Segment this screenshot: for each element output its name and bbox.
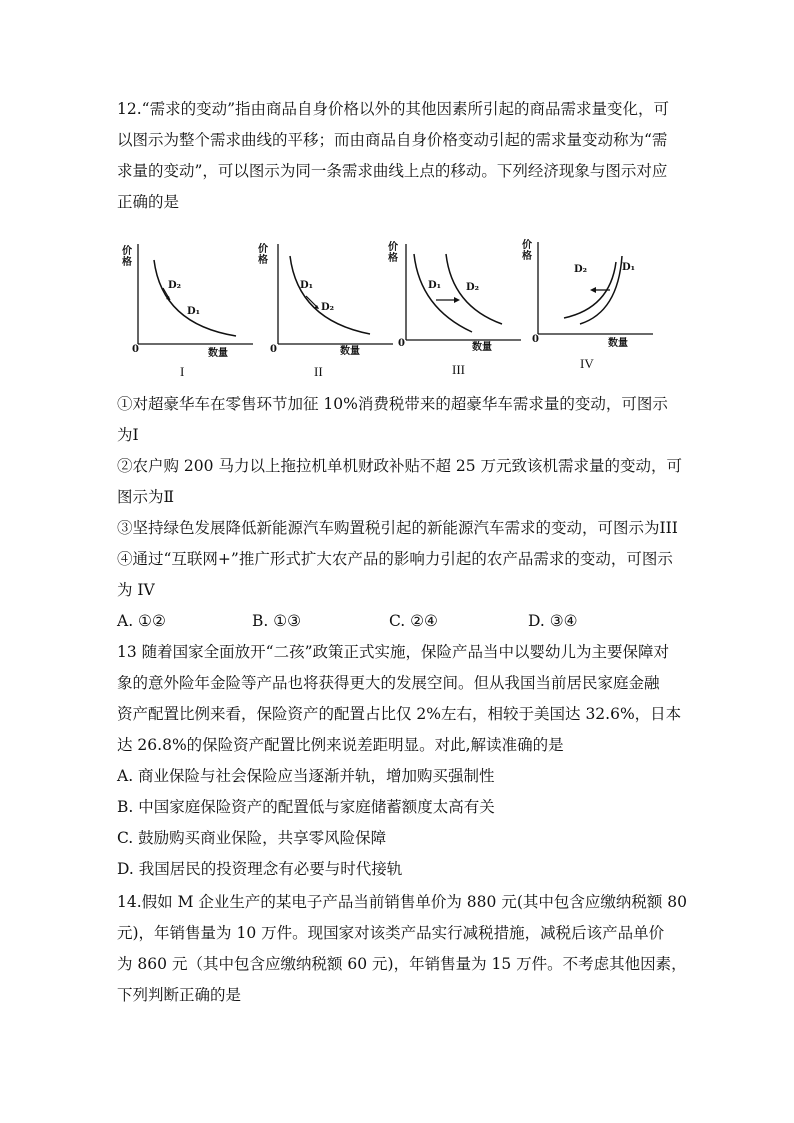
q13-stem-line-2: 象的意外险年金险等产品也将获得更大的发展空间。但从我国当前居民家庭金融: [117, 674, 660, 692]
q12-stem-line-1: 12.“需求的变动”指由商品自身价格以外的其他因素所引起的商品需求量变化，可: [117, 100, 670, 118]
q12-statement-2: ②农户购 200 马力以上拖拉机单机财政补贴不超 25 万元致该机需求量的变动，可: [117, 457, 683, 475]
q12-option-b: B. ①③: [252, 612, 302, 630]
diagram-4-origin: 0: [532, 334, 539, 345]
diagram-1-curve-label-2: D₁: [187, 306, 201, 317]
q13-option-c: C. 鼓励购买商业保险，共享零风险保障: [117, 829, 387, 847]
diagram-4: [518, 232, 678, 382]
diagram-1-curve-label-1: D₂: [168, 280, 182, 291]
q13-stem-line-4: 达 26.8%的保险资产配置比例来说差距明显。对此,解读准确的是: [117, 736, 564, 754]
diagram-3-xlabel: 数量: [472, 342, 492, 353]
diagram-1: [118, 232, 278, 382]
diagram-3-curve-label-1: D₁: [428, 280, 442, 291]
q12-stem-line-2: 以图示为整个需求曲线的平移；而由商品自身价格变动引起的需求量变动称为“需: [117, 131, 668, 149]
q12-statement-1: ①对超豪华车在零售环节加征 10%消费税带来的超豪华车需求量的变动，可图示: [117, 395, 668, 413]
q14-stem-line-4: 下列判断正确的是: [117, 986, 242, 1004]
q12-statement-4-cont: 为 IV: [117, 581, 155, 599]
diagram-1-ylabel: 价格: [122, 246, 132, 268]
diagram-2-number: II: [314, 364, 323, 379]
diagram-1-origin: 0: [132, 344, 139, 355]
q12-statement-1-cont: 为Ⅰ: [117, 426, 139, 444]
q13-stem-line-1: 13 随着国家全面放开“二孩”政策正式实施，保险产品当中以婴幼儿为主要保障对: [117, 643, 670, 661]
q12-stem-line-4: 正确的是: [117, 193, 180, 211]
diagram-2-curve-label-1: D₁: [300, 280, 314, 291]
diagram-2-origin: 0: [270, 344, 277, 355]
q12-option-a: A. ①②: [117, 612, 166, 630]
diagram-4-curve-label-2: D₁: [622, 262, 636, 273]
diagram-2-xlabel: 数量: [340, 346, 360, 357]
q12-statement-4: ④通过“互联网+”推广形式扩大农产品的影响力引起的农产品需求的变动，可图示: [117, 550, 673, 568]
q14-stem-line-3: 为 860 元（其中包含应缴纳税额 60 元)，年销售量为 15 万件。不考虑其他因素，: [117, 955, 687, 973]
q13-option-a: A. 商业保险与社会保险应当逐渐并轨，增加购买强制性: [117, 767, 495, 785]
diagram-4-number: IV: [580, 356, 594, 371]
q12-option-c: C. ②④: [389, 612, 438, 630]
diagram-4-ylabel: 价格: [522, 240, 532, 262]
diagram-3-origin: 0: [398, 338, 405, 349]
diagram-3-ylabel: 价格: [388, 242, 398, 264]
q14-stem-line-2: 元)，年销售量为 10 万件。现国家对该类产品实行减税措施，减税后该产品单价: [117, 924, 665, 942]
q12-stem-line-3: 求量的变动”，可以图示为同一条需求曲线上点的移动。下列经济现象与图示对应: [117, 162, 668, 180]
diagram-4-curve-label-1: D₂: [574, 264, 588, 275]
diagram-1-number: I: [180, 364, 185, 379]
diagram-2-ylabel: 价格: [258, 244, 268, 266]
q13-stem-line-3: 资产配置比例来看，保险资产的配置占比仅 2%左右，相较于美国达 32.6%，日本: [117, 705, 682, 723]
diagram-3-number: III: [452, 362, 465, 377]
q12-statement-3: ③坚持绿色发展降低新能源汽车购置税引起的新能源汽车需求的变动，可图示为III: [117, 519, 678, 537]
diagram-4-xlabel: 数量: [608, 338, 628, 349]
q12-option-d: D. ③④: [528, 612, 578, 630]
q12-statement-2-cont: 图示为Ⅱ: [117, 488, 175, 506]
q13-option-b: B. 中国家庭保险资产的配置低与家庭储蓄额度太高有关: [117, 798, 495, 816]
diagram-1-xlabel: 数量: [208, 348, 228, 359]
diagram-2-curve-label-2: D₂: [321, 302, 335, 313]
diagram-4-plot: [518, 232, 678, 382]
q14-stem-line-1: 14.假如 M 企业生产的某电子产品当前销售单价为 880 元(其中包含应缴纳税额 80: [117, 893, 688, 911]
diagram-3-curve-label-2: D₂: [466, 282, 480, 293]
q13-option-d: D. 我国居民的投资理念有必要与时代接轨: [117, 860, 403, 878]
